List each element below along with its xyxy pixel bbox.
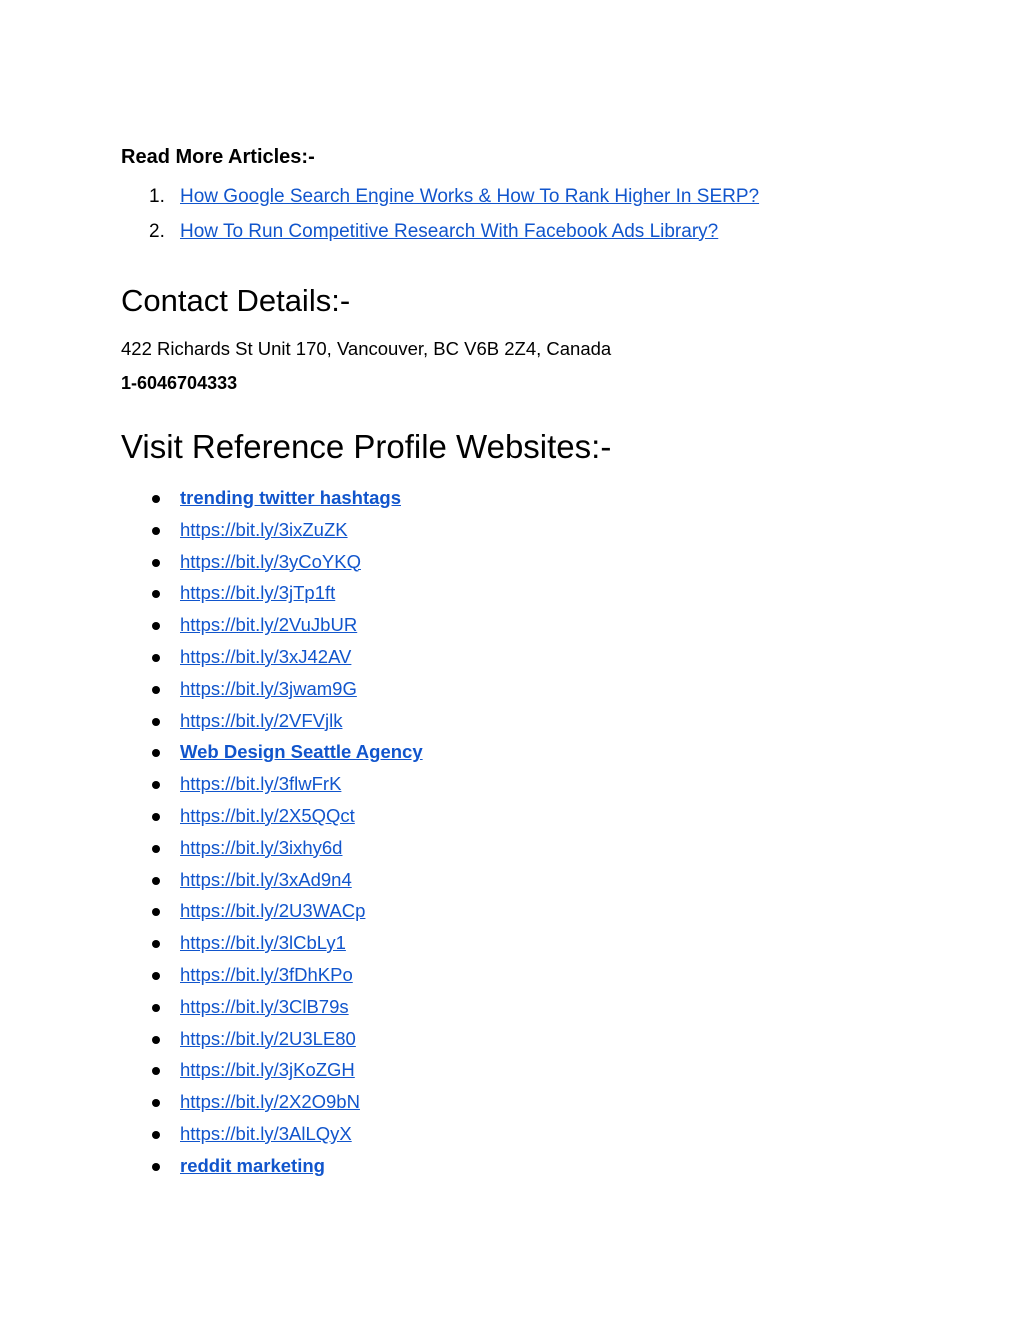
reference-link[interactable]: https://bit.ly/2X5QQct (180, 804, 355, 826)
bullet-icon (152, 718, 160, 726)
reference-link[interactable]: https://bit.ly/3jKoZGH (180, 1059, 355, 1081)
reference-link[interactable]: https://bit.ly/3jwam9G (180, 677, 357, 699)
bullet-icon (152, 781, 160, 789)
bullet-icon (152, 908, 160, 916)
list-number: 1. (149, 186, 165, 207)
reference-link[interactable]: https://bit.ly/3jTp1ft (180, 582, 336, 604)
reference-link[interactable]: https://bit.ly/2U3WACp (180, 900, 366, 922)
bullet-icon (152, 1131, 160, 1139)
bullet-icon (152, 940, 160, 948)
bullet-icon (152, 972, 160, 980)
reference-link[interactable]: https://bit.ly/2U3LE80 (180, 1027, 356, 1049)
bullet-icon (152, 1004, 160, 1012)
bullet-icon (152, 654, 160, 662)
bullet-icon (152, 1067, 160, 1075)
bullet-icon (152, 877, 160, 885)
bullet-icon (152, 1099, 160, 1107)
bullet-icon (152, 1036, 160, 1044)
reference-link[interactable]: https://bit.ly/3xJ42AV (180, 645, 352, 667)
reference-link[interactable]: https://bit.ly/3yCoYKQ (180, 550, 361, 572)
bullet-icon (152, 813, 160, 821)
reference-link[interactable]: https://bit.ly/3ixZuZK (180, 518, 348, 540)
contact-heading: Contact Details:- (121, 283, 351, 318)
reference-link[interactable]: https://bit.ly/2VuJbUR (180, 614, 358, 636)
reference-link[interactable]: https://bit.ly/3lCbLy1 (180, 932, 346, 954)
reference-link[interactable]: https://bit.ly/2VFVjlk (180, 709, 343, 731)
address-text: 422 Richards St Unit 170, Vancouver, BC V6B 2Z4, Canada (121, 338, 612, 359)
reference-link[interactable]: https://bit.ly/3ixhy6d (180, 836, 343, 858)
reference-link[interactable]: https://bit.ly/3ClB79s (180, 995, 349, 1017)
reference-link[interactable]: trending twitter hashtags (180, 487, 401, 508)
read-more-heading: Read More Articles:- (121, 146, 315, 168)
bullet-icon (152, 686, 160, 694)
list-number: 2. (149, 220, 165, 242)
reference-link[interactable]: https://bit.ly/2X2O9bN (180, 1091, 360, 1113)
reference-link[interactable]: https://bit.ly/3AlLQyX (180, 1122, 352, 1144)
bullet-icon (152, 527, 160, 535)
bullet-icon (152, 749, 160, 757)
bullet-icon (152, 845, 160, 853)
reference-link[interactable]: https://bit.ly/3xAd9n4 (180, 868, 352, 890)
bullet-icon (152, 590, 160, 598)
bullet-icon (152, 622, 160, 630)
phone-number: 1-6046704333 (121, 373, 238, 393)
reference-link[interactable]: Web Design Seattle Agency (180, 741, 423, 763)
bullet-icon (152, 559, 160, 567)
article-link[interactable]: How To Run Competitive Research With Facebook Ads Library? (180, 220, 719, 242)
reference-link[interactable]: reddit marketing (180, 1154, 325, 1176)
reference-link[interactable]: https://bit.ly/3fDhKPo (180, 963, 353, 985)
reference-link[interactable]: https://bit.ly/3flwFrK (180, 773, 342, 795)
bullet-icon (152, 495, 160, 503)
article-link[interactable]: How Google Search Engine Works & How To Rank Higher In SERP? (180, 186, 760, 207)
visit-heading: Visit Reference Profile Websites:- (121, 428, 612, 465)
bullet-icon (152, 1163, 160, 1171)
